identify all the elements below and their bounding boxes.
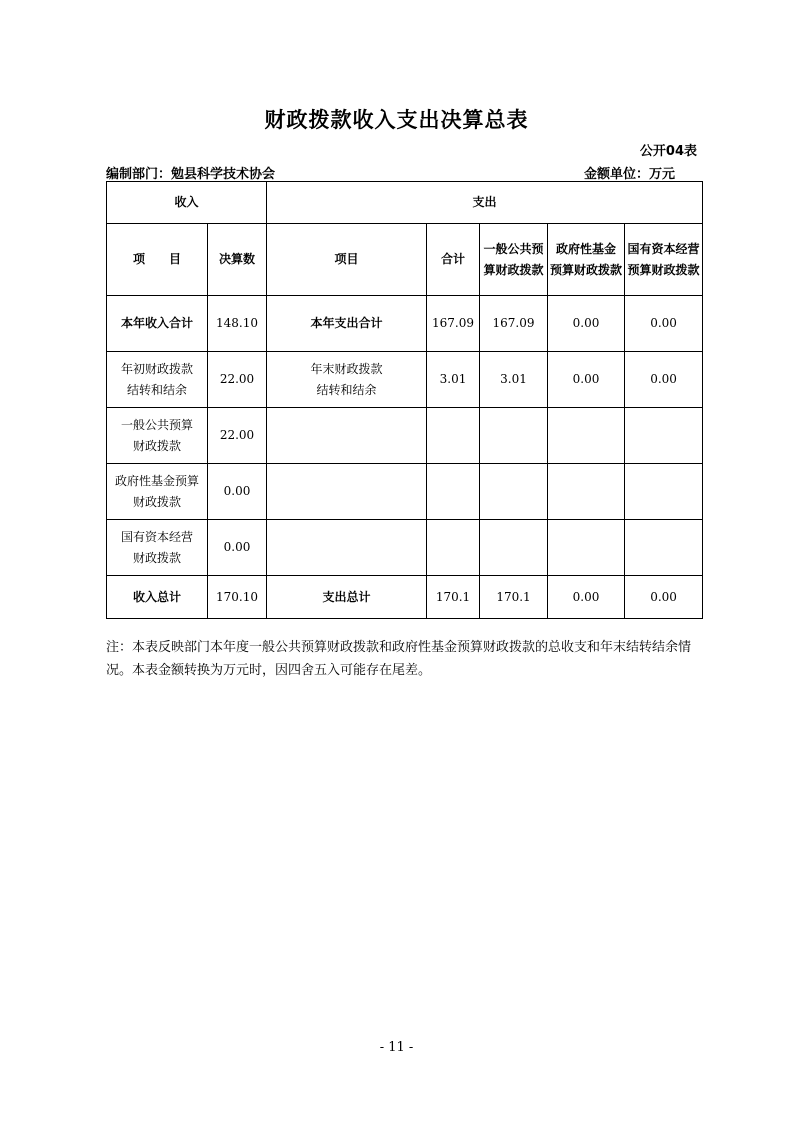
row-label [107, 408, 208, 464]
col-gov-fund-line2: 预算财政拨款 [550, 262, 623, 277]
row-label: 本年收入合计 [107, 296, 208, 352]
row-state-capital: 0.00 [625, 576, 703, 619]
row-label [107, 464, 208, 520]
empty-cell [427, 464, 480, 520]
row-total: 167.09 [427, 296, 480, 352]
empty-cell [427, 520, 480, 576]
col-general-budget-line2: 算财政拨款 [483, 262, 544, 277]
empty-cell [427, 408, 480, 464]
table-row [107, 296, 703, 352]
row-label-line1: 一般公共预算 [120, 417, 193, 432]
table-row [107, 464, 703, 520]
page-number: - 11 - [379, 1040, 414, 1055]
row-label-line1: 年初财政拨款 [120, 361, 193, 376]
col-final-amount: 决算数 [208, 224, 267, 296]
row-value: 22.00 [208, 408, 267, 464]
row-value: 148.10 [208, 296, 267, 352]
row-label-line2: 财政拨款 [132, 494, 181, 509]
header-row-group [107, 182, 703, 224]
row-expense-label: 本年支出合计 [267, 296, 427, 352]
row-total: 170.1 [427, 576, 480, 619]
empty-cell [625, 408, 703, 464]
empty-cell [267, 520, 427, 576]
empty-cell [480, 408, 548, 464]
col-state-capital-line1: 国有资本经营 [627, 241, 700, 256]
col-total: 合计 [427, 224, 480, 296]
col-gov-fund [548, 224, 625, 296]
row-label: 收入总计 [107, 576, 208, 619]
row-label-line2: 结转和结余 [126, 382, 187, 397]
empty-cell [267, 408, 427, 464]
table-row [107, 352, 703, 408]
row-label [107, 352, 208, 408]
row-gov-fund: 0.00 [548, 352, 625, 408]
row-gov-fund: 0.00 [548, 576, 625, 619]
row-expense-label [267, 352, 427, 408]
col-state-capital-line2: 预算财政拨款 [627, 262, 700, 277]
row-general: 3.01 [480, 352, 548, 408]
row-value: 170.10 [208, 576, 267, 619]
row-value: 22.00 [208, 352, 267, 408]
empty-cell [480, 464, 548, 520]
row-label-line1: 国有资本经营 [120, 529, 193, 544]
row-expense-label-line1: 年末财政拨款 [310, 361, 383, 376]
row-label-line1: 政府性基金预算 [114, 473, 199, 488]
row-state-capital: 0.00 [625, 352, 703, 408]
row-label [107, 520, 208, 576]
income-header: 收入 [107, 182, 267, 224]
row-gov-fund: 0.00 [548, 296, 625, 352]
amount-unit: 金额单位：万元 [583, 167, 675, 182]
empty-cell [548, 520, 625, 576]
row-state-capital: 0.00 [625, 296, 703, 352]
row-label-line2: 财政拨款 [132, 438, 181, 453]
row-general: 167.09 [480, 296, 548, 352]
empty-cell [267, 464, 427, 520]
empty-cell [480, 520, 548, 576]
empty-cell [548, 464, 625, 520]
expense-header: 支出 [267, 182, 703, 224]
table-row [107, 408, 703, 464]
row-value: 0.00 [208, 520, 267, 576]
table-row [107, 520, 703, 576]
empty-cell [548, 408, 625, 464]
table-row [107, 576, 703, 619]
row-expense-label: 支出总计 [267, 576, 427, 619]
form-number: 公开04表 [639, 144, 697, 159]
col-item-income: 项 目 [107, 224, 208, 296]
row-total: 3.01 [427, 352, 480, 408]
col-item-expense: 项目 [267, 224, 427, 296]
empty-cell [625, 520, 703, 576]
col-state-capital [625, 224, 703, 296]
col-general-budget [480, 224, 548, 296]
compiling-department: 编制部门：勉县科学技术协会 [106, 167, 276, 182]
col-gov-fund-line1: 政府性基金 [556, 241, 617, 256]
row-label-line2: 财政拨款 [132, 550, 181, 565]
empty-cell [625, 464, 703, 520]
row-expense-label-line2: 结转和结余 [316, 382, 377, 397]
table-note: 注：本表反映部门本年度一般公共预算财政拨款和政府性基金预算财政拨款的总收支和年末结转结余情况。本表金额转换为万元时，因四舍五入可能存在尾差。 [106, 640, 692, 678]
header-row-columns [107, 224, 703, 296]
row-value: 0.00 [208, 464, 267, 520]
row-general: 170.1 [480, 576, 548, 619]
col-general-budget-line1: 一般公共预 [483, 241, 544, 256]
finance-summary-table [106, 181, 703, 619]
page-title: 财政拨款收入支出决算总表 [264, 108, 529, 132]
